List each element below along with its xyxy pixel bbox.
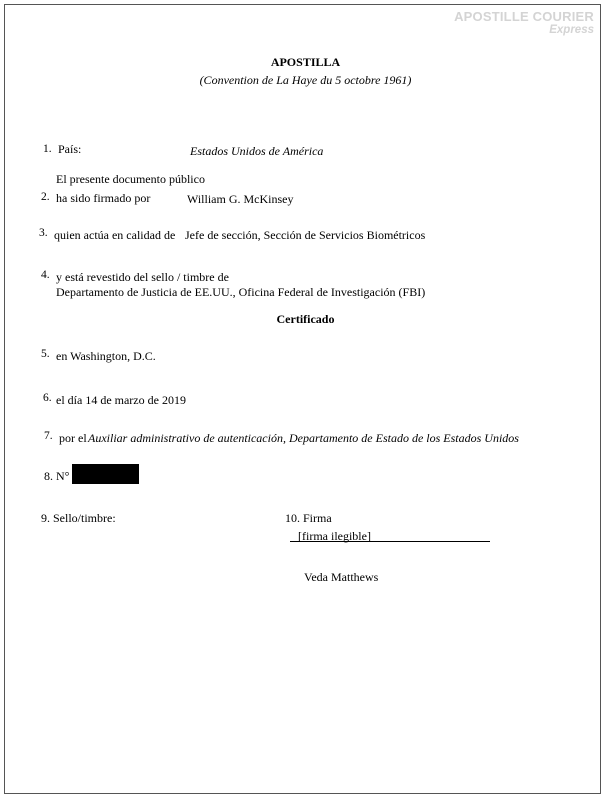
redacted-number-box (72, 464, 139, 484)
watermark-line2: Express (549, 24, 594, 36)
item-7-number: 7. (44, 430, 53, 442)
item-5-number: 5. (41, 348, 50, 360)
item-10-label: 10. Firma (285, 511, 332, 525)
item-9-label: 9. Sello/timbre: (41, 511, 116, 525)
item-1-label: País: (58, 142, 82, 156)
item-2-number: 2. (41, 191, 50, 203)
item-4-label: y está revestido del sello / timbre de (56, 270, 229, 284)
item-5-text: en Washington, D.C. (56, 349, 156, 363)
document-subtitle: (Convention de La Haye du 5 octobre 1961) (199, 73, 412, 87)
item-3-value: Jefe de sección, Sección de Servicios Biométricos (185, 228, 426, 242)
signer-name: Veda Matthews (304, 570, 379, 584)
document-intro: El presente documento público (56, 172, 205, 186)
item-6-text: el día 14 de marzo de 2019 (56, 393, 186, 407)
item-7-value: Auxiliar administrativo de autenticación, Departamento de Estado de los Estados Unidos (88, 431, 519, 445)
item-3-label: quien actúa en calidad de (54, 228, 176, 242)
item-4-number: 4. (41, 269, 50, 281)
item-4-value: Departamento de Justicia de EE.UU., Oficina Federal de Investigación (FBI) (56, 285, 426, 299)
document-title: APOSTILLA (270, 55, 341, 69)
item-6-number: 6. (43, 392, 52, 404)
item-7-prefix: por el (59, 431, 87, 445)
signature-line (290, 541, 490, 542)
item-1-value: Estados Unidos de América (190, 144, 324, 158)
apostille-courier-watermark-logo (440, 10, 594, 36)
signature-placeholder: [firma ilegible] (298, 529, 371, 543)
watermark-line1: APOSTILLE COURIER (454, 9, 594, 24)
item-2-value: William G. McKinsey (187, 192, 294, 206)
item-3-number: 3. (39, 227, 48, 239)
certified-heading: Certificado (276, 312, 335, 326)
item-8-label: 8. N° (44, 469, 70, 483)
item-1-number: 1. (43, 143, 52, 155)
item-2-label: ha sido firmado por (56, 191, 151, 205)
